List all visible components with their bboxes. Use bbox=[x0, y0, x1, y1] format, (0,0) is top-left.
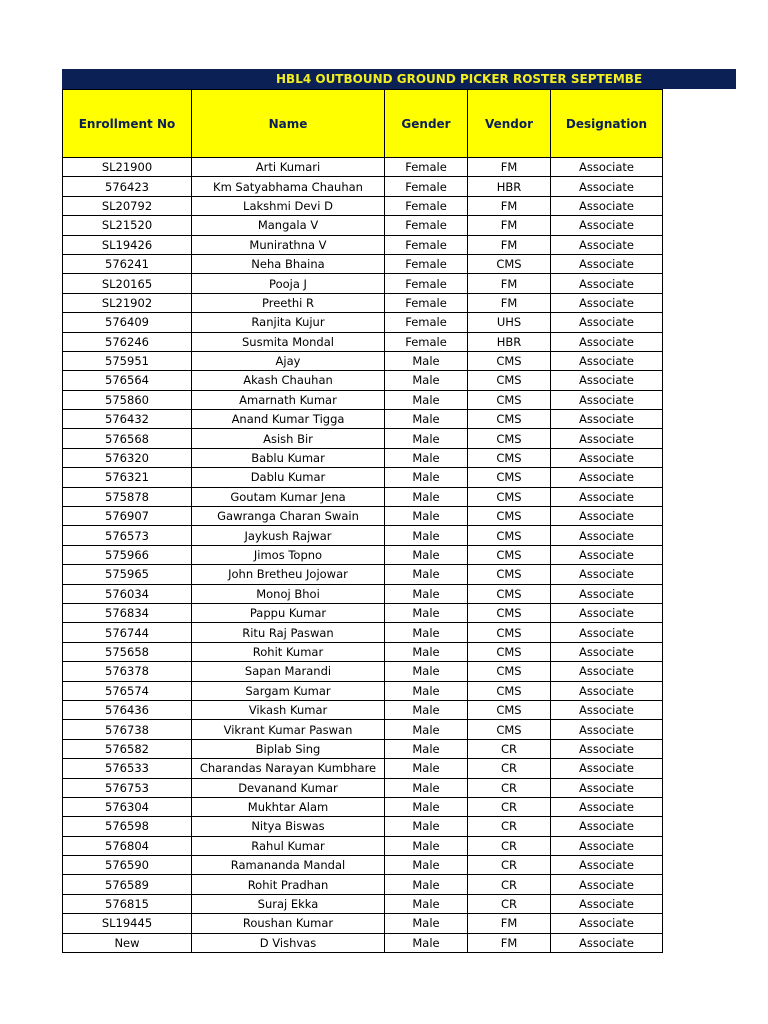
enrollment-no-cell: 576907 bbox=[63, 507, 192, 526]
designation-cell: Associate bbox=[551, 410, 663, 429]
designation-cell: Associate bbox=[551, 836, 663, 855]
name-cell: Pooja J bbox=[192, 274, 385, 293]
vendor-cell: CMS bbox=[468, 623, 551, 642]
vendor-cell: UHS bbox=[468, 313, 551, 332]
enrollment-no-cell: 576589 bbox=[63, 875, 192, 894]
gender-cell: Male bbox=[385, 720, 468, 739]
enrollment-no-cell: SL21520 bbox=[63, 216, 192, 235]
name-cell: Gawranga Charan Swain bbox=[192, 507, 385, 526]
table-row bbox=[63, 875, 663, 894]
name-cell: Goutam Kumar Jena bbox=[192, 487, 385, 506]
gender-cell: Male bbox=[385, 526, 468, 545]
table-row bbox=[63, 681, 663, 700]
gender-cell: Male bbox=[385, 856, 468, 875]
enrollment-no-cell: 576834 bbox=[63, 603, 192, 622]
roster-title-bar bbox=[62, 69, 736, 89]
enrollment-no-cell: 576246 bbox=[63, 332, 192, 351]
table-row bbox=[63, 390, 663, 409]
vendor-cell: FM bbox=[468, 293, 551, 312]
vendor-cell: CMS bbox=[468, 507, 551, 526]
designation-cell: Associate bbox=[551, 662, 663, 681]
vendor-cell: FM bbox=[468, 274, 551, 293]
gender-cell: Male bbox=[385, 759, 468, 778]
table-row bbox=[63, 933, 663, 952]
designation-cell: Associate bbox=[551, 468, 663, 487]
enrollment-no-cell: 576423 bbox=[63, 177, 192, 196]
gender-cell: Female bbox=[385, 196, 468, 215]
name-cell: Asish Bir bbox=[192, 429, 385, 448]
name-cell: Anand Kumar Tigga bbox=[192, 410, 385, 429]
vendor-cell: CMS bbox=[468, 254, 551, 273]
table-row bbox=[63, 759, 663, 778]
designation-cell: Associate bbox=[551, 332, 663, 351]
table-row bbox=[63, 797, 663, 816]
gender-cell: Male bbox=[385, 545, 468, 564]
enrollment-no-cell: 576573 bbox=[63, 526, 192, 545]
enrollment-no-cell: 575965 bbox=[63, 565, 192, 584]
designation-cell: Associate bbox=[551, 739, 663, 758]
enrollment-no-cell: SL20165 bbox=[63, 274, 192, 293]
table-row bbox=[63, 196, 663, 215]
name-cell: Rohit Pradhan bbox=[192, 875, 385, 894]
vendor-cell: CMS bbox=[468, 371, 551, 390]
gender-cell: Male bbox=[385, 875, 468, 894]
table-row bbox=[63, 662, 663, 681]
name-cell: Preethi R bbox=[192, 293, 385, 312]
designation-cell: Associate bbox=[551, 390, 663, 409]
gender-cell: Female bbox=[385, 254, 468, 273]
enrollment-no-cell: 575878 bbox=[63, 487, 192, 506]
gender-cell: Male bbox=[385, 429, 468, 448]
table-row bbox=[63, 371, 663, 390]
table-row bbox=[63, 487, 663, 506]
table-row bbox=[63, 565, 663, 584]
name-cell: Amarnath Kumar bbox=[192, 390, 385, 409]
gender-cell: Male bbox=[385, 739, 468, 758]
name-cell: Devanand Kumar bbox=[192, 778, 385, 797]
name-cell: John Bretheu Jojowar bbox=[192, 565, 385, 584]
gender-cell: Male bbox=[385, 681, 468, 700]
name-cell: Charandas Narayan Kumbhare bbox=[192, 759, 385, 778]
header-vendor: Vendor bbox=[468, 90, 551, 158]
name-cell: Rohit Kumar bbox=[192, 642, 385, 661]
table-row bbox=[63, 177, 663, 196]
table-row bbox=[63, 545, 663, 564]
enrollment-no-cell: 576568 bbox=[63, 429, 192, 448]
roster-body bbox=[63, 158, 663, 953]
table-row bbox=[63, 856, 663, 875]
vendor-cell: CR bbox=[468, 778, 551, 797]
designation-cell: Associate bbox=[551, 177, 663, 196]
enrollment-no-cell: SL21902 bbox=[63, 293, 192, 312]
name-cell: Nitya Biswas bbox=[192, 817, 385, 836]
name-cell: D Vishvas bbox=[192, 933, 385, 952]
header-gender: Gender bbox=[385, 90, 468, 158]
name-cell: Dablu Kumar bbox=[192, 468, 385, 487]
name-cell: Biplab Sing bbox=[192, 739, 385, 758]
header-row bbox=[63, 90, 663, 158]
designation-cell: Associate bbox=[551, 894, 663, 913]
gender-cell: Male bbox=[385, 914, 468, 933]
name-cell: Vikash Kumar bbox=[192, 700, 385, 719]
gender-cell: Male bbox=[385, 603, 468, 622]
designation-cell: Associate bbox=[551, 856, 663, 875]
gender-cell: Male bbox=[385, 700, 468, 719]
table-row bbox=[63, 410, 663, 429]
enrollment-no-cell: 576533 bbox=[63, 759, 192, 778]
designation-cell: Associate bbox=[551, 274, 663, 293]
enrollment-no-cell: 576815 bbox=[63, 894, 192, 913]
enrollment-no-cell: 576804 bbox=[63, 836, 192, 855]
vendor-cell: CR bbox=[468, 875, 551, 894]
gender-cell: Male bbox=[385, 642, 468, 661]
gender-cell: Male bbox=[385, 410, 468, 429]
table-row bbox=[63, 274, 663, 293]
name-cell: Susmita Mondal bbox=[192, 332, 385, 351]
gender-cell: Male bbox=[385, 390, 468, 409]
gender-cell: Female bbox=[385, 332, 468, 351]
table-row bbox=[63, 254, 663, 273]
gender-cell: Male bbox=[385, 933, 468, 952]
table-row bbox=[63, 836, 663, 855]
roster-table bbox=[62, 89, 663, 953]
table-row bbox=[63, 526, 663, 545]
table-row bbox=[63, 429, 663, 448]
name-cell: Lakshmi Devi D bbox=[192, 196, 385, 215]
table-row bbox=[63, 894, 663, 913]
vendor-cell: CR bbox=[468, 836, 551, 855]
name-cell: Ranjita Kujur bbox=[192, 313, 385, 332]
vendor-cell: CMS bbox=[468, 351, 551, 370]
table-row bbox=[63, 739, 663, 758]
table-row bbox=[63, 507, 663, 526]
vendor-cell: CMS bbox=[468, 429, 551, 448]
enrollment-no-cell: 576738 bbox=[63, 720, 192, 739]
table-row bbox=[63, 623, 663, 642]
designation-cell: Associate bbox=[551, 817, 663, 836]
name-cell: Jimos Topno bbox=[192, 545, 385, 564]
designation-cell: Associate bbox=[551, 216, 663, 235]
vendor-cell: FM bbox=[468, 933, 551, 952]
vendor-cell: FM bbox=[468, 914, 551, 933]
designation-cell: Associate bbox=[551, 487, 663, 506]
vendor-cell: CMS bbox=[468, 487, 551, 506]
enrollment-no-cell: 576744 bbox=[63, 623, 192, 642]
gender-cell: Male bbox=[385, 662, 468, 681]
name-cell: Pappu Kumar bbox=[192, 603, 385, 622]
table-row bbox=[63, 584, 663, 603]
vendor-cell: CR bbox=[468, 739, 551, 758]
name-cell: Jaykush Rajwar bbox=[192, 526, 385, 545]
vendor-cell: CMS bbox=[468, 468, 551, 487]
enrollment-no-cell: 576409 bbox=[63, 313, 192, 332]
enrollment-no-cell: 576320 bbox=[63, 448, 192, 467]
vendor-cell: CMS bbox=[468, 448, 551, 467]
designation-cell: Associate bbox=[551, 507, 663, 526]
gender-cell: Male bbox=[385, 836, 468, 855]
table-row bbox=[63, 351, 663, 370]
name-cell: Suraj Ekka bbox=[192, 894, 385, 913]
designation-cell: Associate bbox=[551, 351, 663, 370]
gender-cell: Male bbox=[385, 371, 468, 390]
gender-cell: Female bbox=[385, 313, 468, 332]
table-row bbox=[63, 778, 663, 797]
designation-cell: Associate bbox=[551, 565, 663, 584]
gender-cell: Male bbox=[385, 507, 468, 526]
name-cell: Mukhtar Alam bbox=[192, 797, 385, 816]
name-cell: Monoj Bhoi bbox=[192, 584, 385, 603]
name-cell: Ajay bbox=[192, 351, 385, 370]
name-cell: Rahul Kumar bbox=[192, 836, 385, 855]
vendor-cell: CMS bbox=[468, 603, 551, 622]
header-enrollment-no: Enrollment No bbox=[63, 90, 192, 158]
designation-cell: Associate bbox=[551, 778, 663, 797]
name-cell: Km Satyabhama Chauhan bbox=[192, 177, 385, 196]
name-cell: Akash Chauhan bbox=[192, 371, 385, 390]
table-row bbox=[63, 603, 663, 622]
designation-cell: Associate bbox=[551, 313, 663, 332]
gender-cell: Male bbox=[385, 797, 468, 816]
designation-cell: Associate bbox=[551, 448, 663, 467]
designation-cell: Associate bbox=[551, 914, 663, 933]
designation-cell: Associate bbox=[551, 759, 663, 778]
vendor-cell: CMS bbox=[468, 681, 551, 700]
enrollment-no-cell: 576321 bbox=[63, 468, 192, 487]
table-row bbox=[63, 313, 663, 332]
designation-cell: Associate bbox=[551, 700, 663, 719]
vendor-cell: FM bbox=[468, 196, 551, 215]
table-row bbox=[63, 468, 663, 487]
vendor-cell: CMS bbox=[468, 526, 551, 545]
enrollment-no-cell: 576753 bbox=[63, 778, 192, 797]
gender-cell: Male bbox=[385, 468, 468, 487]
vendor-cell: FM bbox=[468, 235, 551, 254]
gender-cell: Male bbox=[385, 623, 468, 642]
table-row bbox=[63, 448, 663, 467]
vendor-cell: CMS bbox=[468, 642, 551, 661]
designation-cell: Associate bbox=[551, 875, 663, 894]
designation-cell: Associate bbox=[551, 623, 663, 642]
designation-cell: Associate bbox=[551, 545, 663, 564]
vendor-cell: FM bbox=[468, 216, 551, 235]
vendor-cell: CMS bbox=[468, 700, 551, 719]
enrollment-no-cell: SL21900 bbox=[63, 158, 192, 177]
gender-cell: Female bbox=[385, 177, 468, 196]
vendor-cell: HBR bbox=[468, 332, 551, 351]
designation-cell: Associate bbox=[551, 196, 663, 215]
designation-cell: Associate bbox=[551, 293, 663, 312]
designation-cell: Associate bbox=[551, 429, 663, 448]
vendor-cell: CMS bbox=[468, 545, 551, 564]
roster-title: HBL4 OUTBOUND GROUND PICKER ROSTER SEPTEMBE bbox=[276, 72, 643, 86]
designation-cell: Associate bbox=[551, 797, 663, 816]
designation-cell: Associate bbox=[551, 526, 663, 545]
table-row bbox=[63, 332, 663, 351]
vendor-cell: CR bbox=[468, 894, 551, 913]
gender-cell: Female bbox=[385, 158, 468, 177]
vendor-cell: CR bbox=[468, 856, 551, 875]
table-row bbox=[63, 158, 663, 177]
name-cell: Sargam Kumar bbox=[192, 681, 385, 700]
designation-cell: Associate bbox=[551, 158, 663, 177]
enrollment-no-cell: 576432 bbox=[63, 410, 192, 429]
enrollment-no-cell: 575658 bbox=[63, 642, 192, 661]
enrollment-no-cell: 575860 bbox=[63, 390, 192, 409]
name-cell: Neha Bhaina bbox=[192, 254, 385, 273]
gender-cell: Female bbox=[385, 216, 468, 235]
designation-cell: Associate bbox=[551, 720, 663, 739]
gender-cell: Male bbox=[385, 584, 468, 603]
vendor-cell: CMS bbox=[468, 584, 551, 603]
name-cell: Vikrant Kumar Paswan bbox=[192, 720, 385, 739]
name-cell: Bablu Kumar bbox=[192, 448, 385, 467]
name-cell: Ritu Raj Paswan bbox=[192, 623, 385, 642]
name-cell: Mangala V bbox=[192, 216, 385, 235]
name-cell: Roushan Kumar bbox=[192, 914, 385, 933]
designation-cell: Associate bbox=[551, 254, 663, 273]
header-name: Name bbox=[192, 90, 385, 158]
designation-cell: Associate bbox=[551, 933, 663, 952]
enrollment-no-cell: 576436 bbox=[63, 700, 192, 719]
enrollment-no-cell: 576241 bbox=[63, 254, 192, 273]
header-designation: Designation bbox=[551, 90, 663, 158]
enrollment-no-cell: 576564 bbox=[63, 371, 192, 390]
table-row bbox=[63, 817, 663, 836]
vendor-cell: CR bbox=[468, 759, 551, 778]
designation-cell: Associate bbox=[551, 371, 663, 390]
table-row bbox=[63, 720, 663, 739]
gender-cell: Male bbox=[385, 565, 468, 584]
vendor-cell: CR bbox=[468, 817, 551, 836]
designation-cell: Associate bbox=[551, 584, 663, 603]
vendor-cell: CMS bbox=[468, 390, 551, 409]
gender-cell: Male bbox=[385, 448, 468, 467]
enrollment-no-cell: 575966 bbox=[63, 545, 192, 564]
enrollment-no-cell: SL19426 bbox=[63, 235, 192, 254]
name-cell: Ramananda Mandal bbox=[192, 856, 385, 875]
designation-cell: Associate bbox=[551, 235, 663, 254]
designation-cell: Associate bbox=[551, 603, 663, 622]
name-cell: Sapan Marandi bbox=[192, 662, 385, 681]
enrollment-no-cell: 576590 bbox=[63, 856, 192, 875]
gender-cell: Male bbox=[385, 487, 468, 506]
gender-cell: Female bbox=[385, 235, 468, 254]
table-row bbox=[63, 293, 663, 312]
table-row bbox=[63, 700, 663, 719]
vendor-cell: FM bbox=[468, 158, 551, 177]
table-row bbox=[63, 216, 663, 235]
name-cell: Munirathna V bbox=[192, 235, 385, 254]
enrollment-no-cell: SL19445 bbox=[63, 914, 192, 933]
name-cell: Arti Kumari bbox=[192, 158, 385, 177]
vendor-cell: CMS bbox=[468, 565, 551, 584]
table-row bbox=[63, 642, 663, 661]
enrollment-no-cell: 576582 bbox=[63, 739, 192, 758]
enrollment-no-cell: SL20792 bbox=[63, 196, 192, 215]
designation-cell: Associate bbox=[551, 681, 663, 700]
vendor-cell: CMS bbox=[468, 720, 551, 739]
enrollment-no-cell: 575951 bbox=[63, 351, 192, 370]
enrollment-no-cell: 576034 bbox=[63, 584, 192, 603]
enrollment-no-cell: New bbox=[63, 933, 192, 952]
enrollment-no-cell: 576378 bbox=[63, 662, 192, 681]
enrollment-no-cell: 576574 bbox=[63, 681, 192, 700]
vendor-cell: HBR bbox=[468, 177, 551, 196]
vendor-cell: CMS bbox=[468, 410, 551, 429]
gender-cell: Male bbox=[385, 817, 468, 836]
table-row bbox=[63, 235, 663, 254]
gender-cell: Male bbox=[385, 894, 468, 913]
vendor-cell: CR bbox=[468, 797, 551, 816]
enrollment-no-cell: 576598 bbox=[63, 817, 192, 836]
designation-cell: Associate bbox=[551, 642, 663, 661]
table-row bbox=[63, 914, 663, 933]
gender-cell: Male bbox=[385, 778, 468, 797]
gender-cell: Female bbox=[385, 293, 468, 312]
gender-cell: Male bbox=[385, 351, 468, 370]
gender-cell: Female bbox=[385, 274, 468, 293]
vendor-cell: CMS bbox=[468, 662, 551, 681]
enrollment-no-cell: 576304 bbox=[63, 797, 192, 816]
